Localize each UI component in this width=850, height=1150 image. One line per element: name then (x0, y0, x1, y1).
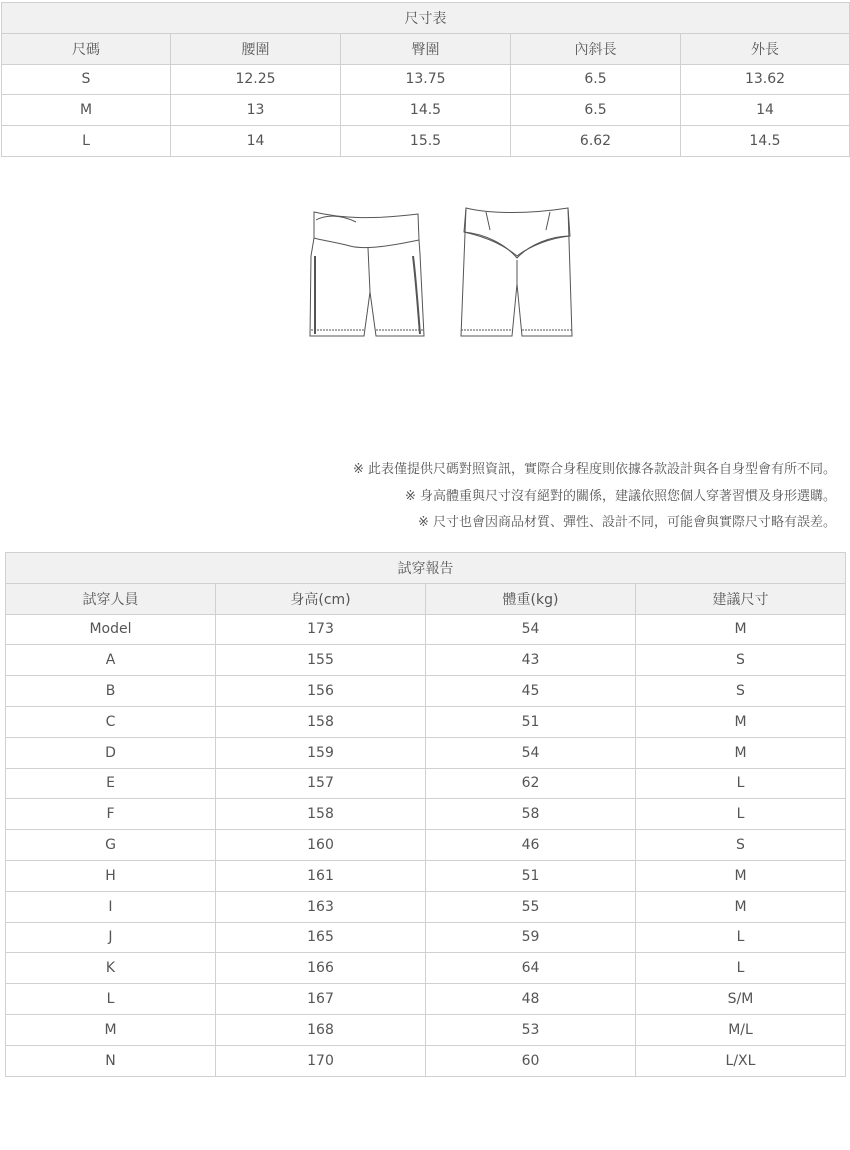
fit-report-cell: 155 (216, 645, 426, 676)
fit-report-column-header: 建議尺寸 (636, 583, 846, 614)
size-chart-cell: 6.5 (511, 64, 681, 95)
fit-report-title: 試穿報告 (6, 553, 846, 584)
fit-report-cell: 53 (426, 1014, 636, 1045)
size-chart-column-header: 臀圍 (341, 33, 511, 64)
fit-report-cell: 51 (426, 706, 636, 737)
fit-report-cell: D (6, 737, 216, 768)
fit-report-cell: 157 (216, 768, 426, 799)
fit-report-table (5, 552, 846, 1077)
fit-report-column-header: 體重(kg) (426, 583, 636, 614)
fit-report-cell: C (6, 706, 216, 737)
fit-report-cell: 170 (216, 1045, 426, 1076)
fit-report-cell: 168 (216, 1014, 426, 1045)
fit-report-cell: 55 (426, 891, 636, 922)
fit-report-cell: 173 (216, 614, 426, 645)
table-row (6, 984, 846, 1015)
fit-report-header-row (6, 583, 846, 614)
fit-report-cell: S (636, 676, 846, 707)
fit-report-column-header: 試穿人員 (6, 583, 216, 614)
table-row (6, 799, 846, 830)
size-chart-title: 尺寸表 (2, 3, 850, 34)
fit-report-cell: K (6, 953, 216, 984)
size-chart-cell: 6.5 (511, 95, 681, 126)
fit-report-cell: M (636, 737, 846, 768)
size-chart-column-header: 尺碼 (2, 33, 171, 64)
size-chart-cell: 15.5 (341, 126, 511, 157)
fit-report-title-row (6, 553, 846, 584)
fit-report-cell: 54 (426, 614, 636, 645)
table-row (6, 860, 846, 891)
table-row (6, 922, 846, 953)
fit-report-cell: 167 (216, 984, 426, 1015)
shorts-diagram (300, 200, 580, 342)
size-chart-column-header: 內斜長 (511, 33, 681, 64)
size-notes (353, 457, 836, 537)
fit-report-cell: M (636, 706, 846, 737)
table-row (2, 64, 850, 95)
fit-report-cell: 48 (426, 984, 636, 1015)
fit-report-cell: G (6, 830, 216, 861)
fit-report-cell: 161 (216, 860, 426, 891)
fit-report-cell: 46 (426, 830, 636, 861)
fit-report-cell: A (6, 645, 216, 676)
table-row (6, 706, 846, 737)
fit-report-cell: N (6, 1045, 216, 1076)
fit-report-cell: 165 (216, 922, 426, 953)
table-row (6, 1045, 846, 1076)
fit-report-cell: H (6, 860, 216, 891)
table-row (6, 891, 846, 922)
fit-report-cell: 159 (216, 737, 426, 768)
size-note: ※ 尺寸也會因商品材質、彈性、設計不同，可能會與實際尺寸略有誤差。 (417, 515, 836, 530)
table-row (6, 676, 846, 707)
fit-report-cell: 158 (216, 799, 426, 830)
fit-report-cell: 54 (426, 737, 636, 768)
size-chart-cell: 14.5 (681, 126, 850, 157)
fit-report-cell: J (6, 922, 216, 953)
table-row (6, 830, 846, 861)
size-chart-cell: L (2, 126, 171, 157)
fit-report-cell: 163 (216, 891, 426, 922)
fit-report-cell: 160 (216, 830, 426, 861)
fit-report-cell: 158 (216, 706, 426, 737)
size-chart-cell: 12.25 (171, 64, 341, 95)
table-row (6, 645, 846, 676)
fit-report-cell: 45 (426, 676, 636, 707)
size-chart-table (1, 2, 850, 157)
fit-report-cell: 43 (426, 645, 636, 676)
table-row (6, 768, 846, 799)
size-chart-body (2, 3, 850, 157)
fit-report-cell: S/M (636, 984, 846, 1015)
fit-report-cell: L (636, 922, 846, 953)
fit-report-cell: L (6, 984, 216, 1015)
fit-report-cell: 60 (426, 1045, 636, 1076)
fit-report-cell: E (6, 768, 216, 799)
fit-report-cell: S (636, 645, 846, 676)
fit-report-cell: 62 (426, 768, 636, 799)
fit-report-column-header: 身高(cm) (216, 583, 426, 614)
size-chart-cell: 14 (681, 95, 850, 126)
table-row (2, 95, 850, 126)
fit-report-cell: L (636, 799, 846, 830)
size-chart-cell: 13 (171, 95, 341, 126)
size-chart-cell: 13.75 (341, 64, 511, 95)
table-row (2, 126, 850, 157)
size-chart-cell: 14 (171, 126, 341, 157)
fit-report-cell: L (636, 953, 846, 984)
fit-report-cell: M (636, 614, 846, 645)
fit-report-cell: B (6, 676, 216, 707)
size-chart-cell: 13.62 (681, 64, 850, 95)
size-chart-cell: S (2, 64, 171, 95)
size-chart-header-row (2, 33, 850, 64)
fit-report-cell: 156 (216, 676, 426, 707)
fit-report-body (6, 553, 846, 1077)
size-chart-title-row (2, 3, 850, 34)
fit-report-cell: 59 (426, 922, 636, 953)
table-row (6, 737, 846, 768)
fit-report-cell: Model (6, 614, 216, 645)
fit-report-cell: 51 (426, 860, 636, 891)
size-note: ※ 此表僅提供尺碼對照資訊，實際合身程度則依據各款設計與各自身型會有所不同。 (352, 462, 836, 477)
shorts-front-view (310, 212, 424, 336)
size-chart-cell: 14.5 (341, 95, 511, 126)
table-row (6, 614, 846, 645)
fit-report-cell: L/XL (636, 1045, 846, 1076)
fit-report-cell: S (636, 830, 846, 861)
fit-report-cell: M (6, 1014, 216, 1045)
size-chart-column-header: 外長 (681, 33, 850, 64)
fit-report-cell: 64 (426, 953, 636, 984)
fit-report-cell: L (636, 768, 846, 799)
table-row (6, 1014, 846, 1045)
table-row (6, 953, 846, 984)
shorts-back-view (461, 208, 572, 336)
size-chart-cell: M (2, 95, 171, 126)
fit-report-cell: M/L (636, 1014, 846, 1045)
fit-report-cell: M (636, 860, 846, 891)
fit-report-cell: I (6, 891, 216, 922)
fit-report-cell: 58 (426, 799, 636, 830)
size-note: ※ 身高體重與尺寸沒有絕對的關係，建議依照您個人穿著習慣及身形選購。 (404, 488, 836, 504)
fit-report-cell: F (6, 799, 216, 830)
fit-report-cell: M (636, 891, 846, 922)
size-chart-cell: 6.62 (511, 126, 681, 157)
size-chart-column-header: 腰圍 (171, 33, 341, 64)
fit-report-cell: 166 (216, 953, 426, 984)
